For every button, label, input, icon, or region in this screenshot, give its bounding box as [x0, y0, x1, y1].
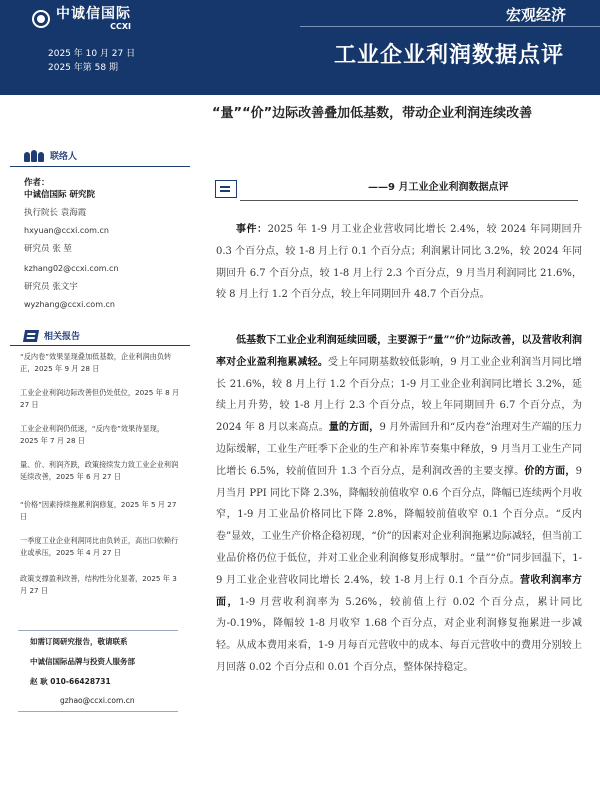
- report-title: 工业企业利润数据点评: [333, 43, 564, 68]
- people-icon: [24, 150, 44, 162]
- section-divider: [10, 166, 190, 167]
- related-report-title: “反内卷”效果显现叠加低基数，企业利润由负转正，: [20, 352, 172, 373]
- related-report-title: 量、价、利润齐跌，政策接续发力致工业企业利润延续改善，: [20, 460, 179, 481]
- related-report-item[interactable]: [20, 351, 180, 374]
- event-text: 2025 年 1-9 月工业企业营收同比增长 2.4%，较 2024 年同期回升 0.3 个百分点，较 1-8 月上行 0.1 个百分点；利润累计同比 3.2%，较 2024 年同期回升 6.7 个百分点，较 1-8 月上行 2.3 个百分点，9 月当月利润同比 21.6%，较 8 月上行 1.2 个百分点，较上年同期回升 48.7 个百分点。: [216, 224, 583, 301]
- volume-lead: 量的方面，: [328, 422, 380, 434]
- contact-email[interactable]: gzhao@ccxi.com.cn: [60, 696, 135, 705]
- related-heading: [24, 329, 80, 342]
- margin-lead: 营收利润率方面，: [216, 574, 582, 608]
- related-report-date: 2025 年 8 月 27 日: [20, 388, 180, 409]
- related-report-title: 一季度工业企业利润同比由负转正，高出口依赖行业或承压，: [20, 536, 179, 557]
- paragraph-analysis: [216, 330, 582, 679]
- contact-divider: [18, 711, 178, 712]
- headline: “量”“价”边际改善叠加低基数，带动企业利润连续改善: [212, 106, 533, 121]
- author-email[interactable]: hxyuan@ccxi.com.cn: [24, 226, 109, 235]
- logo-name: 中诚信国际: [56, 6, 131, 22]
- analysis-lead: 低基数下工业企业利润延续回暖，主要源于“量”“价”边际改善，以及营收利润率对企业盈利拖累减轻。: [216, 335, 582, 368]
- author-email[interactable]: wyzhang@ccxi.com.cn: [24, 300, 115, 309]
- margin-text: 1-9 月营收利润率为 5.26%，较前值上行 0.02 个百分点，累计同比为-0.19%，降幅较 1-8 月收窄 1.68 个百分点，对企业利润修复拖累进一步减轻。从成本费用来看，1-9 月每百元营收中的成本、每百元营收中的费用分别较上月回落 0.02 个百分点和 0.01 个百分点，整体保持稳定。: [216, 596, 583, 673]
- section-divider: [10, 345, 190, 346]
- report-header: [0, 0, 600, 95]
- related-report-date: 2025 年 7 月 28 日: [20, 435, 85, 445]
- document-icon: [215, 180, 237, 198]
- subtitle: ——9 月工业企业利润数据点评: [368, 182, 509, 193]
- contact-heading-label: 联络人: [50, 152, 78, 162]
- contact-heading: [24, 149, 77, 162]
- report-icon: [23, 330, 39, 342]
- author-org: 中诚信国际 研究院: [24, 190, 95, 200]
- volume-text: 9 月外需回升和“反内卷”治理对生产端的压力边际缓解，工业生产旺季下企业的生产和补库节奏集中释放，9 月当月工业生产同比增长 6.5%，较前值回升 1.3 个百分点，是利润改善的主要支撑。: [216, 422, 583, 477]
- related-report-title: 工业企业利润边际改善但仍处低位，: [20, 388, 136, 397]
- brand-logo: [32, 7, 131, 31]
- report-category: 宏观经济: [505, 6, 566, 24]
- issue-number: 2025 年第 58 期: [48, 63, 118, 73]
- price-lead: 价的方面，: [524, 465, 576, 477]
- contact-phone: 赵 耿 010-66428731: [30, 677, 111, 686]
- related-report-item[interactable]: [20, 499, 180, 522]
- contact-divider: [18, 630, 178, 631]
- related-report-date: 2025 年 4 月 27 日: [55, 547, 121, 557]
- event-lead: 事件：: [236, 224, 268, 235]
- related-report-title: 政策支撑盈利改善，结构性分化显著，: [20, 574, 143, 583]
- logo-abbr: CCXI: [110, 22, 131, 31]
- related-report-item[interactable]: [20, 423, 180, 446]
- logo-icon: [32, 10, 50, 28]
- author-role: 执行院长 袁海霞: [24, 208, 87, 218]
- related-report-date: 2025 年 9 月 28 日: [34, 363, 100, 373]
- related-report-title: “价格”因素持续拖累利润修复，: [20, 500, 121, 509]
- author-label: 作者：: [24, 178, 50, 188]
- related-report-item[interactable]: [20, 387, 180, 410]
- related-heading-label: 相关报告: [44, 332, 81, 342]
- author-role: 研究员 张文宇: [24, 282, 78, 292]
- related-report-date: 2025 年 6 月 27 日: [55, 471, 121, 481]
- related-report-item[interactable]: [20, 535, 180, 558]
- subtitle-divider: [240, 200, 578, 201]
- price-text: 9 月当月 PPI 同比下降 2.3%，降幅较前值收窄 0.6 个百分点，降幅已连续两个月收窄，1-9 月工业品价格同比下降 2.8%，降幅较前值收窄 0.1 个百分点。“反内卷”显效，工业生产价格企稳初现，“价”的因素对企业利润拖累边际减轻，但当前工业品价格仍位于低位，并对工业企业利润修复形成掣肘。“量”“价”同步回温下，1-9 月工业企业营收同比增长 2.4%，较 1-8 月上行 0.1 个百分点。: [216, 465, 582, 586]
- contact-department: 中诚信国际品牌与投资人服务部: [30, 657, 135, 666]
- related-report-item[interactable]: [20, 573, 180, 596]
- author-role: 研究员 张 堃: [24, 244, 72, 254]
- subscribe-note: 如需订阅研究报告，敬请联系: [30, 637, 128, 646]
- header-divider: [300, 26, 600, 27]
- related-report-date: 2025 年 3 月 27 日: [20, 574, 177, 595]
- sidebar: [0, 95, 200, 800]
- issue-date: 2025 年 10 月 27 日: [48, 49, 136, 59]
- related-report-date: 2025 年 5 月 27 日: [20, 500, 177, 521]
- related-report-title: 工业企业利润仍低迷，“反内卷”效果待显现，: [20, 424, 165, 433]
- related-report-item[interactable]: [20, 459, 180, 482]
- analysis-text: 受上年同期基数较低影响，9 月工业企业利润当月同比增长 21.6%，较 8 月上行 1.2 个百分点；1-9 月工业企业利润同比增长 3.2%，延续上月升势，较 1-8 月上行 2.3 个百分点，较上年同期回升 6.7 个百分点，为 2024 年 8 月以来高点。: [216, 356, 582, 434]
- paragraph-event: [216, 219, 582, 306]
- author-email[interactable]: kzhang02@ccxi.com.cn: [24, 264, 119, 273]
